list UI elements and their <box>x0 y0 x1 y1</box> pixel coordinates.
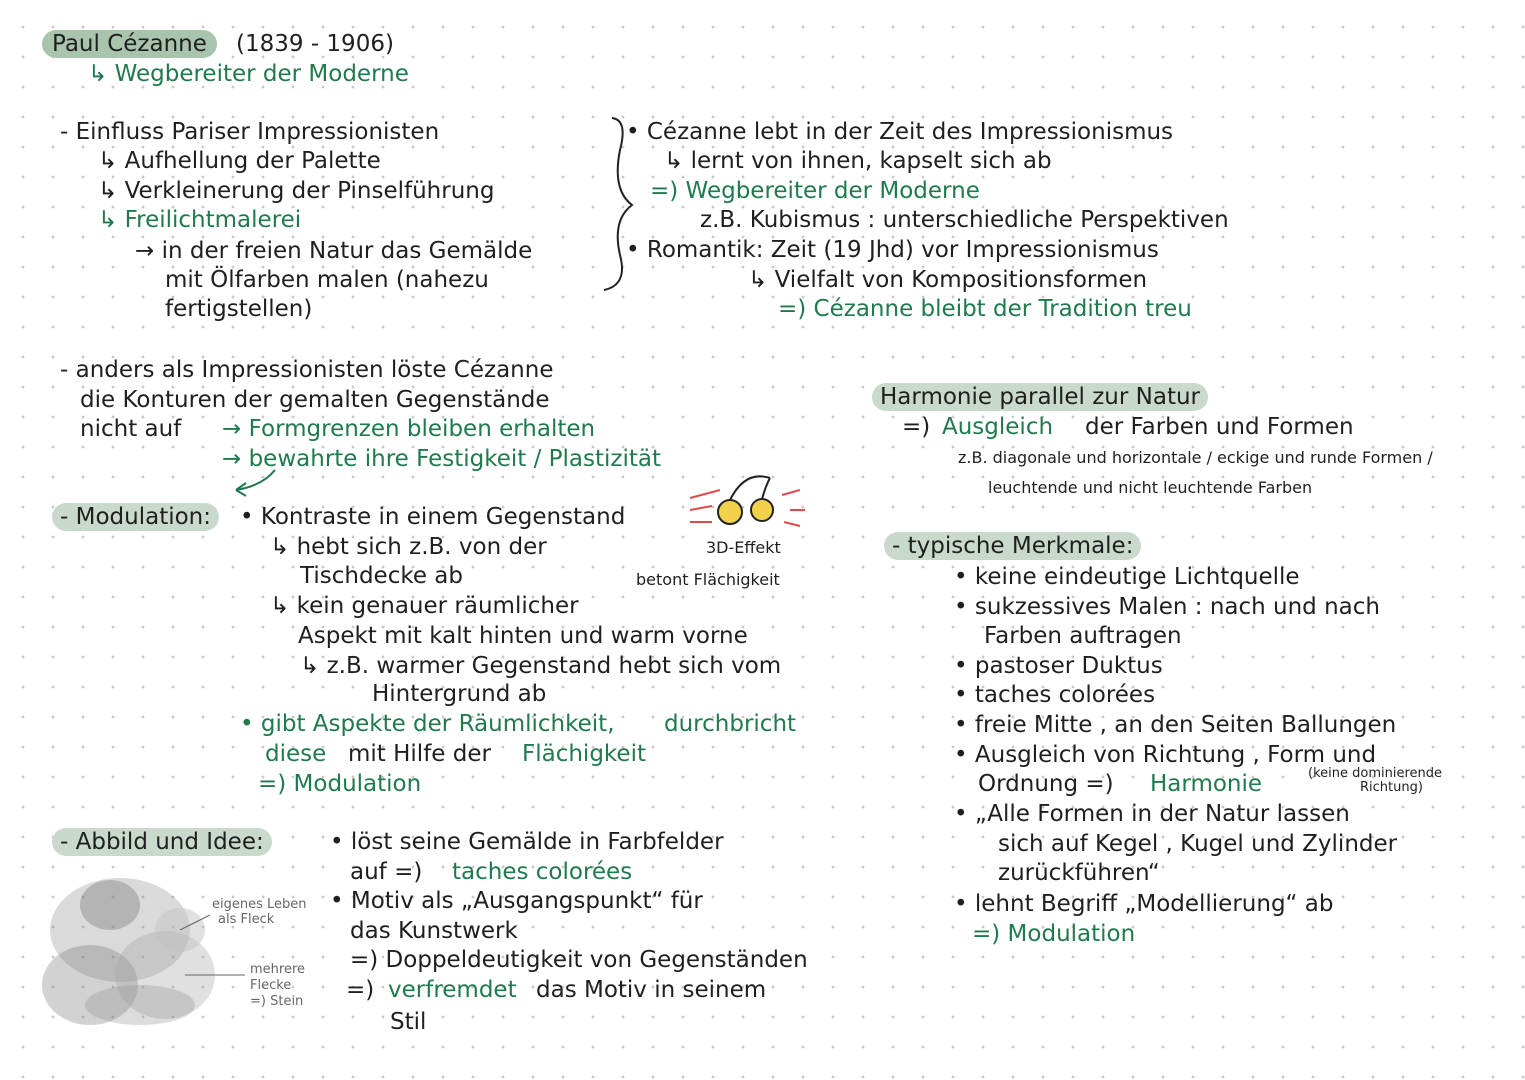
sketch-flat-label: betont Flächigkeit <box>636 570 780 589</box>
b2-line5: • Romantik: Zeit (19 Jhd) vor Impressionismus <box>626 237 1159 263</box>
b4-line9a: diese <box>265 741 327 767</box>
b3-line1: - anders als Impressionisten löste Cézanne <box>60 357 554 383</box>
b2-line1: • Cézanne lebt in der Zeit des Impressionismus <box>626 119 1174 145</box>
cherries-sketch <box>690 476 805 526</box>
b7-line8b: Harmonie <box>1150 771 1263 797</box>
b6-line2: z.B. diagonale und horizontale / eckige und runde Formen / <box>958 448 1433 467</box>
b4-line2: ↳ hebt sich z.B. von der <box>270 534 547 560</box>
sketch-label1: eigenes Leben <box>212 897 307 912</box>
b7-line6: • freie Mitte , an den Seiten Ballungen <box>954 712 1397 738</box>
b5-line7: Stil <box>390 1009 427 1035</box>
b7-line9: • „Alle Formen in der Natur lassen <box>954 801 1350 827</box>
b6-line1c: der Farben und Formen <box>1085 414 1354 440</box>
b2-line6: ↳ Vielfalt von Kompositionsformen <box>748 267 1148 293</box>
b6-line1a: =) <box>902 414 931 440</box>
sketch-3d-label: 3D-Effekt <box>706 538 781 557</box>
b7-line8a: Ordnung =) <box>978 771 1114 797</box>
b1-line5: → in der freien Natur das Gemälde <box>135 238 533 264</box>
b1-line4: ↳ Freilichtmalerei <box>98 207 302 233</box>
b4-line7: Hintergrund ab <box>372 681 547 707</box>
b4-line8a: • gibt Aspekte der Räumlichkeit, <box>240 711 615 737</box>
b1-line1: - Einfluss Pariser Impressionisten <box>60 119 440 145</box>
b5-line2b: taches colorées <box>452 859 633 885</box>
b5-line4: das Kunstwerk <box>350 918 518 944</box>
b5-line6c: das Motiv in seinem <box>536 977 767 1003</box>
b4-line9c: Flächigkeit <box>522 741 646 767</box>
b5-line5: =) Doppeldeutigkeit von Gegenständen <box>350 947 808 973</box>
b5-line6a: =) <box>346 977 375 1003</box>
modulation-label: - Modulation: <box>52 503 219 531</box>
b1-line2: ↳ Aufhellung der Palette <box>98 148 381 174</box>
b4-line5: Aspekt mit kalt hinten und warm vorne <box>298 623 748 649</box>
b4-line3: Tischdecke ab <box>300 563 463 589</box>
b5-line2a: auf =) <box>350 859 423 885</box>
sketch-label4: Flecke <box>250 978 292 993</box>
b2-line7: =) Cézanne bleibt der Tradition treu <box>778 296 1192 322</box>
b6-line1b: Ausgleich <box>942 414 1054 440</box>
b1-line3: ↳ Verkleinerung der Pinselführung <box>98 178 495 204</box>
b4-line6: ↳ z.B. warmer Gegenstand hebt sich vom <box>300 653 782 679</box>
artist-name: Paul Cézanne <box>42 30 217 58</box>
merkmale-label: - typische Merkmale: <box>884 532 1141 560</box>
subtitle: ↳ Wegbereiter der Moderne <box>88 61 409 87</box>
abbild-label: - Abbild und Idee: <box>52 828 272 856</box>
b2-line2: ↳ lernt von ihnen, kapselt sich ab <box>664 148 1052 174</box>
b7-line11: zurückführen“ <box>998 860 1160 886</box>
sketch-label5: =) Stein <box>250 994 304 1009</box>
b7-line5: • taches colorées <box>954 682 1156 708</box>
sketch-label3: mehrere <box>250 962 306 977</box>
b7-line4: • pastoser Duktus <box>954 653 1163 679</box>
b4-line4: ↳ kein genauer räumlicher <box>270 593 579 619</box>
b7-line3: Farben auftragen <box>984 623 1182 649</box>
b1-line6: mit Ölfarben malen (nahezu <box>165 267 489 293</box>
b7-line13: =) Modulation <box>972 921 1136 947</box>
b7-line12: • lehnt Begriff „Modellierung“ ab <box>954 891 1334 917</box>
b3-line3: nicht auf <box>80 416 182 442</box>
b4-line8b: durchbricht <box>664 711 797 737</box>
b1-line7: fertigstellen) <box>165 296 313 322</box>
b7-line2: • sukzessives Malen : nach und nach <box>954 594 1380 620</box>
b7-line10: sich auf Kegel , Kugel und Zylinder <box>998 831 1398 857</box>
harmonie-title: Harmonie parallel zur Natur <box>872 383 1208 411</box>
b2-line4: z.B. Kubismus : unterschiedliche Perspektiven <box>700 207 1229 233</box>
b6-line3: leuchtende und nicht leuchtende Farben <box>988 478 1313 497</box>
b3-line4: → bewahrte ihre Festigkeit / Plastizität <box>222 446 662 472</box>
b7-line7: • Ausgleich von Richtung , Form und <box>954 742 1377 768</box>
b4-line9b: mit Hilfe der <box>348 741 491 767</box>
b5-line3: • Motiv als „Ausgangspunkt“ für <box>330 888 703 914</box>
b2-line3: =) Wegbereiter der Moderne <box>650 178 980 204</box>
b4-line1: • Kontraste in einem Gegenstand <box>240 504 626 530</box>
b4-line10: =) Modulation <box>258 771 422 797</box>
b7-line8d: Richtung) <box>1360 780 1423 795</box>
b5-line6b: verfremdet <box>388 977 517 1003</box>
b7-line1: • keine eindeutige Lichtquelle <box>954 564 1300 590</box>
b3-line2: die Konturen der gemalten Gegenstände <box>80 387 550 413</box>
sketch-label2: als Fleck <box>218 912 275 927</box>
b3-line3b: → Formgrenzen bleiben erhalten <box>222 416 596 442</box>
b5-line1: • löst seine Gemälde in Farbfelder <box>330 829 724 855</box>
artist-dates: (1839 - 1906) <box>236 31 394 57</box>
b7-line8c: (keine dominierende <box>1308 766 1442 781</box>
